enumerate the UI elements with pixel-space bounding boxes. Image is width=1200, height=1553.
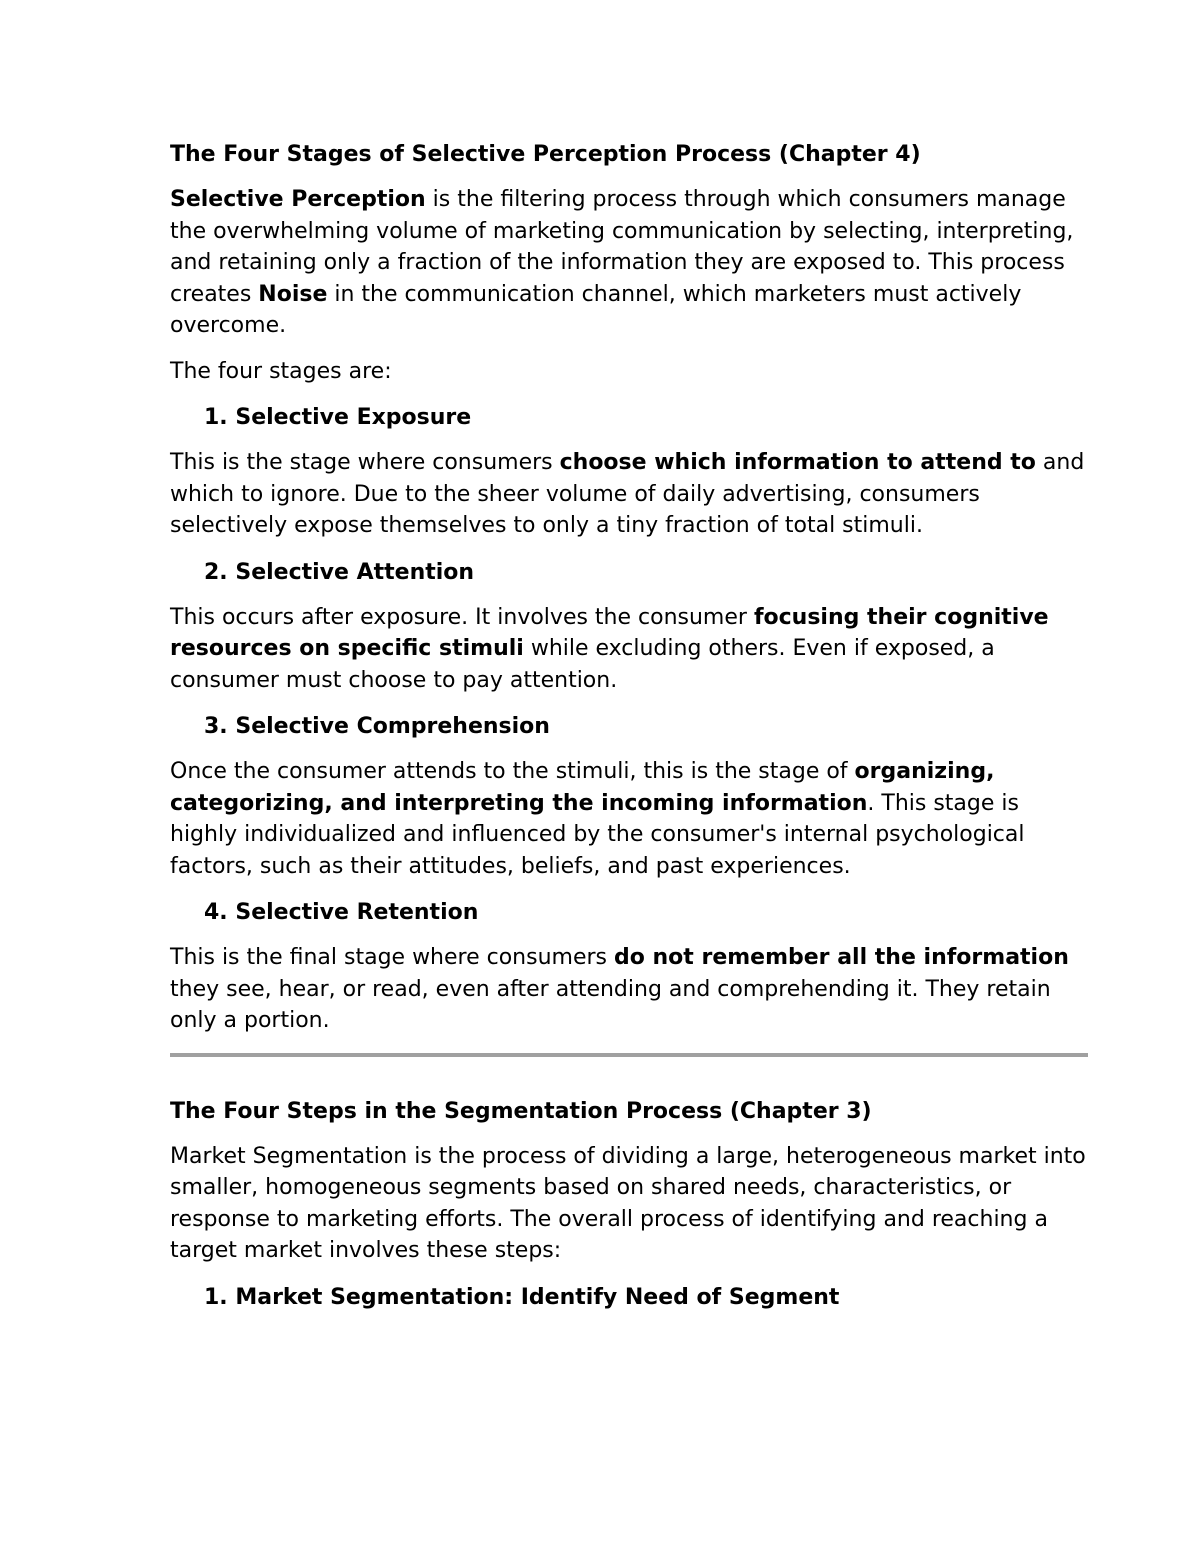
term-selective-perception: Selective Perception: [170, 187, 426, 212]
section-title: The Four Stages of Selective Perception Process (Chapter 4): [170, 142, 921, 167]
stage-number: 1.: [204, 405, 228, 430]
stage-text-bold: do not remember all the information: [614, 945, 1069, 970]
stage-number: 2.: [204, 559, 228, 585]
stage-heading: [204, 710, 1090, 744]
stage-text-post: while excluding others. Even if exposed, a consumer must choose to pay attention.: [170, 636, 995, 693]
stage-text-post: they see, hear, or read, even after attending and comprehending it. They retain only a portion.: [170, 976, 1051, 1033]
stage-heading: [204, 401, 1090, 435]
intro-paragraph: [170, 184, 1090, 342]
stage-paragraph: [170, 756, 1090, 882]
stage-text-pre: This is the final stage where consumers: [170, 945, 614, 970]
stage-title: Selective Attention: [235, 559, 475, 585]
step-title: Market Segmentation: Identify Need of Segment: [235, 1284, 840, 1310]
stage-text-post: . This stage is highly individualized and influenced by the consumer's internal psychological factors, such as their attitudes, beliefs, and past experiences.: [170, 790, 1025, 879]
perception-section: [170, 138, 1090, 1037]
stage-heading: [204, 896, 1090, 930]
stage-number: 3.: [204, 714, 228, 739]
stage-paragraph: [170, 447, 1090, 542]
stage-title: Selective Retention: [235, 900, 479, 925]
segmentation-section: [170, 1095, 1090, 1315]
stage-paragraph: [170, 942, 1090, 1037]
stages-lead: The four stages are:: [170, 358, 392, 384]
intro-text-2: in the communication channel, which marketers must actively overcome.: [170, 281, 1022, 338]
stage-text-pre: This occurs after exposure. It involves the consumer: [170, 604, 754, 630]
step-number: 1.: [204, 1284, 228, 1310]
term-noise: Noise: [258, 281, 328, 307]
stage-text-bold: organizing, categorizing, and interpreting the incoming information: [170, 759, 995, 816]
stage-text-post: and which to ignore. Due to the sheer volume of daily advertising, consumers selectively expose themselves to only a tiny fraction of total stimuli.: [170, 450, 1085, 538]
stage-number: 4.: [204, 900, 228, 925]
section-title: The Four Steps in the Segmentation Process (Chapter 3): [170, 1098, 872, 1124]
stage-text-bold: choose which information to attend to: [559, 450, 1036, 475]
stage-text-pre: Once the consumer attends to the stimuli, this is the stage of: [170, 759, 855, 784]
document-page: [170, 138, 1090, 1327]
stage-title: Selective Exposure: [235, 405, 472, 430]
stage-heading: [204, 556, 1090, 590]
stage-title: Selective Comprehension: [235, 714, 550, 739]
horizontal-rule: [170, 1053, 1088, 1057]
stage-paragraph: [170, 602, 1090, 697]
step-heading: [204, 1281, 1090, 1315]
stage-text-pre: This is the stage where consumers: [170, 450, 560, 475]
intro-paragraph: Market Segmentation is the process of dividing a large, heterogeneous market into smaller, homogeneous segments based on shared needs, characteristics, or response to marketing efforts. The overall process of identifying and reaching a target market involves these steps:: [170, 1143, 1086, 1263]
stage-text-bold: focusing their cognitive resources on specific stimuli: [170, 604, 1049, 661]
intro-text-1: is the filtering process through which consumers manage the overwhelming volume of marketing communication by selecting, interpreting, and retaining only a fraction of the information they are exposed to. This process creates: [170, 187, 1074, 307]
